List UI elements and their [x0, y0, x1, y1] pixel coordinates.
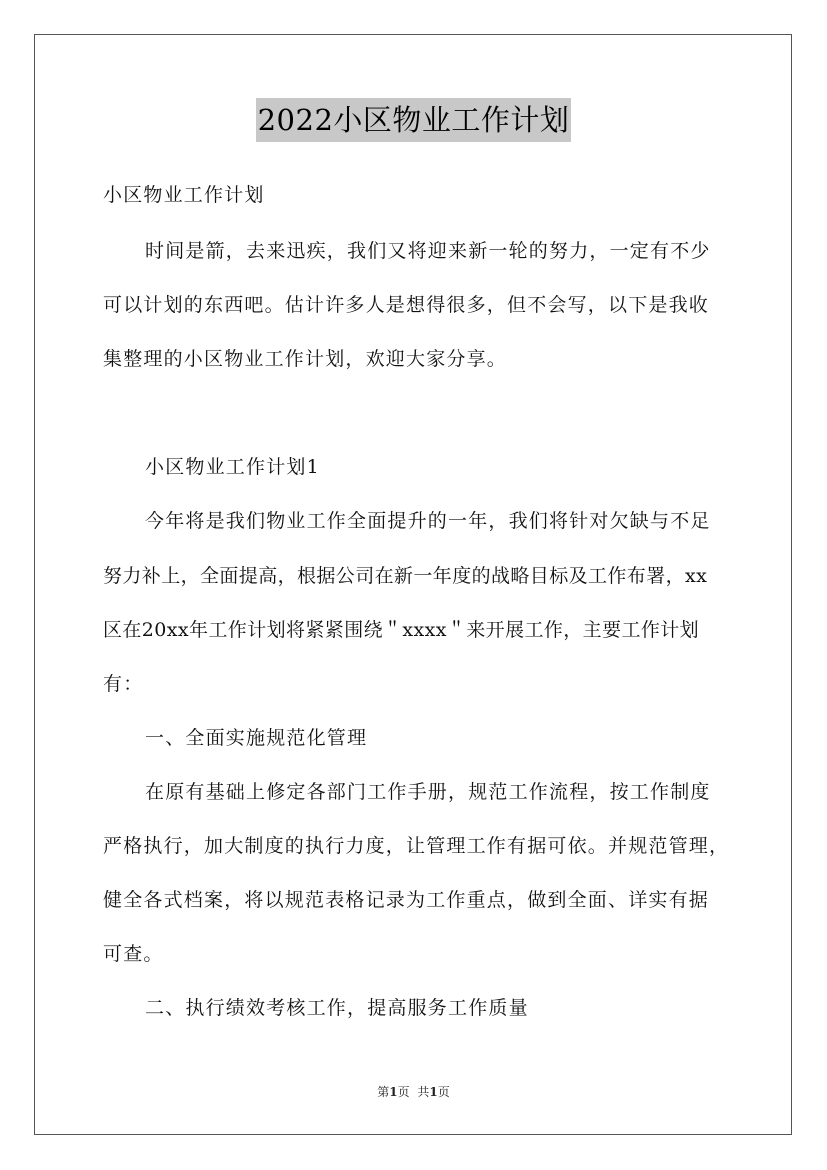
section1-line-3: 区在20xx年工作计划将紧紧围绕＂xxxx＂来开展工作，主要工作计划: [103, 619, 700, 641]
footer-total-unit: 页: [437, 1085, 450, 1099]
footer-page-current: 1: [389, 1085, 398, 1099]
item1-line-2: 严格执行，加大制度的执行力度，让管理工作有据可依。并规范管理，: [103, 835, 730, 857]
item2-heading: 二、执行绩效考核工作，提高服务工作质量: [145, 997, 529, 1019]
section1-heading: 小区物业工作计划1: [145, 456, 320, 478]
footer-page-total: 1: [429, 1085, 438, 1099]
document-title: 2022小区物业工作计划: [256, 98, 572, 142]
title-container: [0, 98, 827, 142]
footer-page-unit: 页: [397, 1085, 410, 1099]
intro-line-1: 时间是箭，去来迅疾，我们又将迎来新一轮的努力，一定有不少: [145, 240, 711, 262]
item1-line-3: 健全各式档案，将以规范表格记录为工作重点，做到全面、详实有据: [103, 889, 710, 911]
item1-heading: 一、全面实施规范化管理: [145, 727, 368, 749]
section1-line-1: 今年将是我们物业工作全面提升的一年，我们将针对欠缺与不足: [145, 510, 711, 532]
item1-line-1: 在原有基础上修定各部门工作手册，规范工作流程，按工作制度: [145, 781, 711, 803]
section1-line-2: 努力补上，全面提高，根据公司在新一年度的战略目标及工作布署，xx: [103, 565, 708, 587]
document-subtitle: 小区物业工作计划: [103, 184, 265, 206]
footer-page-prefix: 第: [377, 1085, 390, 1099]
footer-total-prefix: 共: [417, 1085, 430, 1099]
section1-line-4: 有：: [103, 673, 144, 695]
intro-line-2: 可以计划的东西吧。估计许多人是想得很多，但不会写，以下是我收: [103, 294, 710, 316]
page-footer: [0, 1083, 827, 1100]
item1-line-4: 可查。: [103, 943, 164, 965]
intro-line-3: 集整理的小区物业工作计划，欢迎大家分享。: [103, 348, 508, 370]
